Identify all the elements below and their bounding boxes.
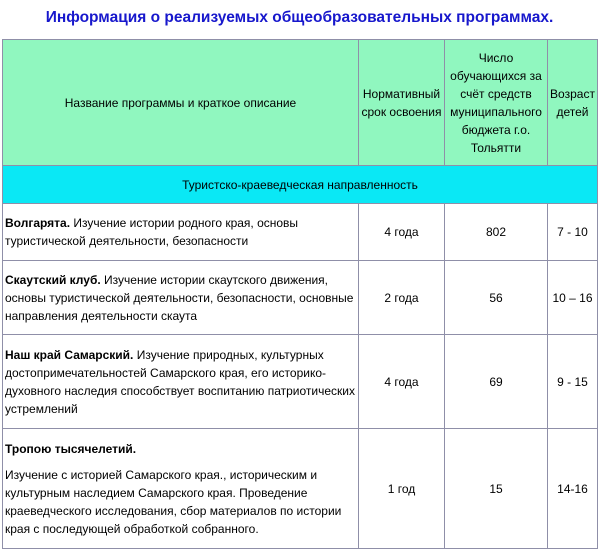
program-title: Волгарята. <box>5 216 71 230</box>
program-cell <box>3 261 359 335</box>
count-cell: 15 <box>445 429 548 549</box>
count-cell: 56 <box>445 261 548 335</box>
header-name: Название программы и краткое описание <box>3 40 359 166</box>
table-row <box>3 204 598 261</box>
page-title: Информация о реализуемых общеобразовательных программах. <box>45 9 554 26</box>
duration-cell: 1 год <box>359 429 445 549</box>
count-cell: 69 <box>445 335 548 429</box>
program-description: Изучение истории скаутского движения, основы туристической деятельности, безопасности, основные направления деятельности скаута <box>5 272 354 323</box>
count-cell: 802 <box>445 204 548 261</box>
table-row <box>3 335 598 429</box>
table-row <box>3 261 598 335</box>
age-cell: 14-16 <box>548 429 598 549</box>
header-count: Число обучающихся за счёт средств муниципального бюджета г.о. Тольятти <box>445 40 548 166</box>
duration-cell: 2 года <box>359 261 445 335</box>
program-title: Скаутский клуб. <box>5 272 101 287</box>
section-row <box>3 166 598 204</box>
program-title: Тропою тысячелетий. <box>5 441 137 456</box>
programs-table <box>2 39 598 549</box>
duration-cell: 4 года <box>359 335 445 429</box>
program-description: Изучение истории родного края, основы туристической деятельности, безопасности <box>5 216 299 248</box>
header-age: Возраст детей <box>548 40 598 166</box>
age-cell: 7 - 10 <box>548 204 598 261</box>
program-title: Наш край Самарский. <box>5 347 134 362</box>
table-row <box>3 429 598 549</box>
duration-cell: 4 года <box>359 204 445 261</box>
program-cell <box>3 335 359 429</box>
program-description: Изучение природных, культурных достопримечательностей Самарского края, его историко-духовного наследия способствует воспитанию патриотических устремлений <box>5 347 355 416</box>
header-duration: Нормативный срок освоения <box>359 40 445 166</box>
program-cell <box>3 204 359 261</box>
program-description: Изучение с историей Самарского края., историческим и культурным наследием Самарского края. Проведение краеведческого исследования, сбор материалов по истории края с последующей обработкой собранного. <box>5 467 342 536</box>
age-cell: 10 – 16 <box>548 261 598 335</box>
section-title: Туристско-краеведческая направленность <box>3 166 598 204</box>
header-row <box>3 40 598 166</box>
age-cell: 9 - 15 <box>548 335 598 429</box>
program-cell <box>3 429 359 549</box>
